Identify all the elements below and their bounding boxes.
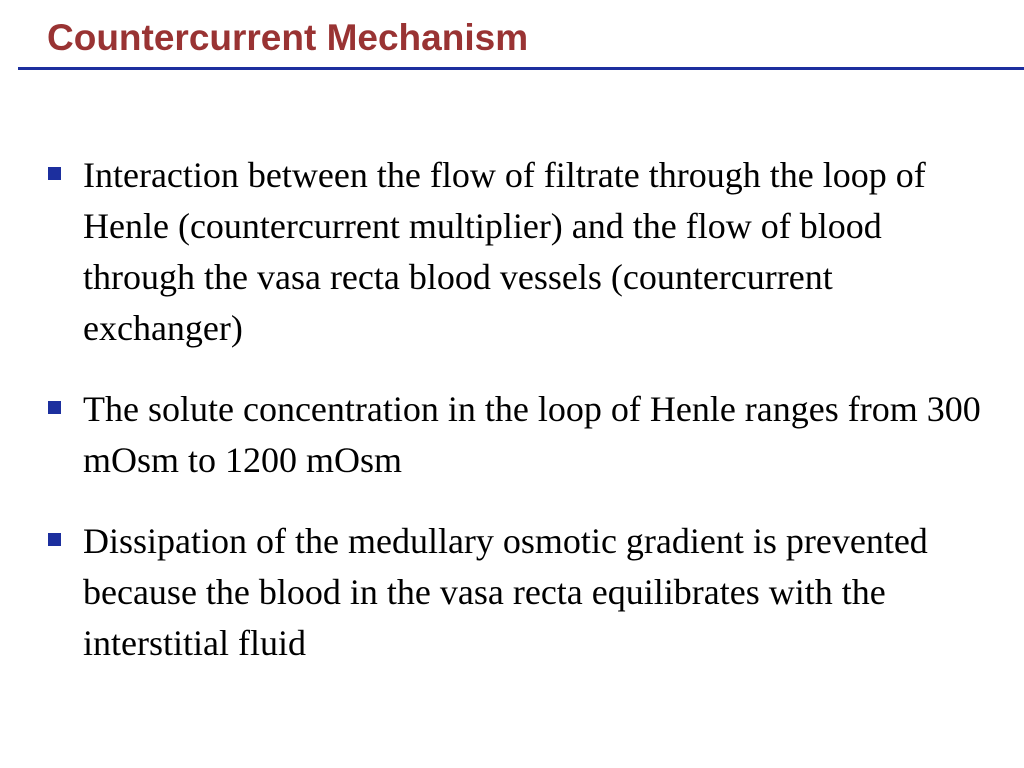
bullet-item bbox=[47, 384, 997, 486]
square-bullet-icon bbox=[48, 533, 61, 546]
square-bullet-icon bbox=[48, 167, 61, 180]
bullet-text: The solute concentration in the loop of Henle ranges from 300 mOsm to 1200 mOsm bbox=[83, 389, 981, 480]
title-divider bbox=[18, 67, 1024, 70]
square-bullet-icon bbox=[48, 401, 61, 414]
bullet-item bbox=[47, 516, 997, 669]
bullet-text: Interaction between the flow of filtrate through the loop of Henle (countercurrent multiplier) and the flow of blood through the vasa recta blood vessels (countercurrent exchanger) bbox=[83, 155, 926, 348]
slide-title: Countercurrent Mechanism bbox=[47, 17, 529, 58]
bullet-text: Dissipation of the medullary osmotic gradient is prevented because the blood in the vasa recta equilibrates with the interstitial fluid bbox=[83, 521, 928, 663]
bullet-item bbox=[47, 150, 997, 354]
bullet-list bbox=[47, 150, 997, 699]
